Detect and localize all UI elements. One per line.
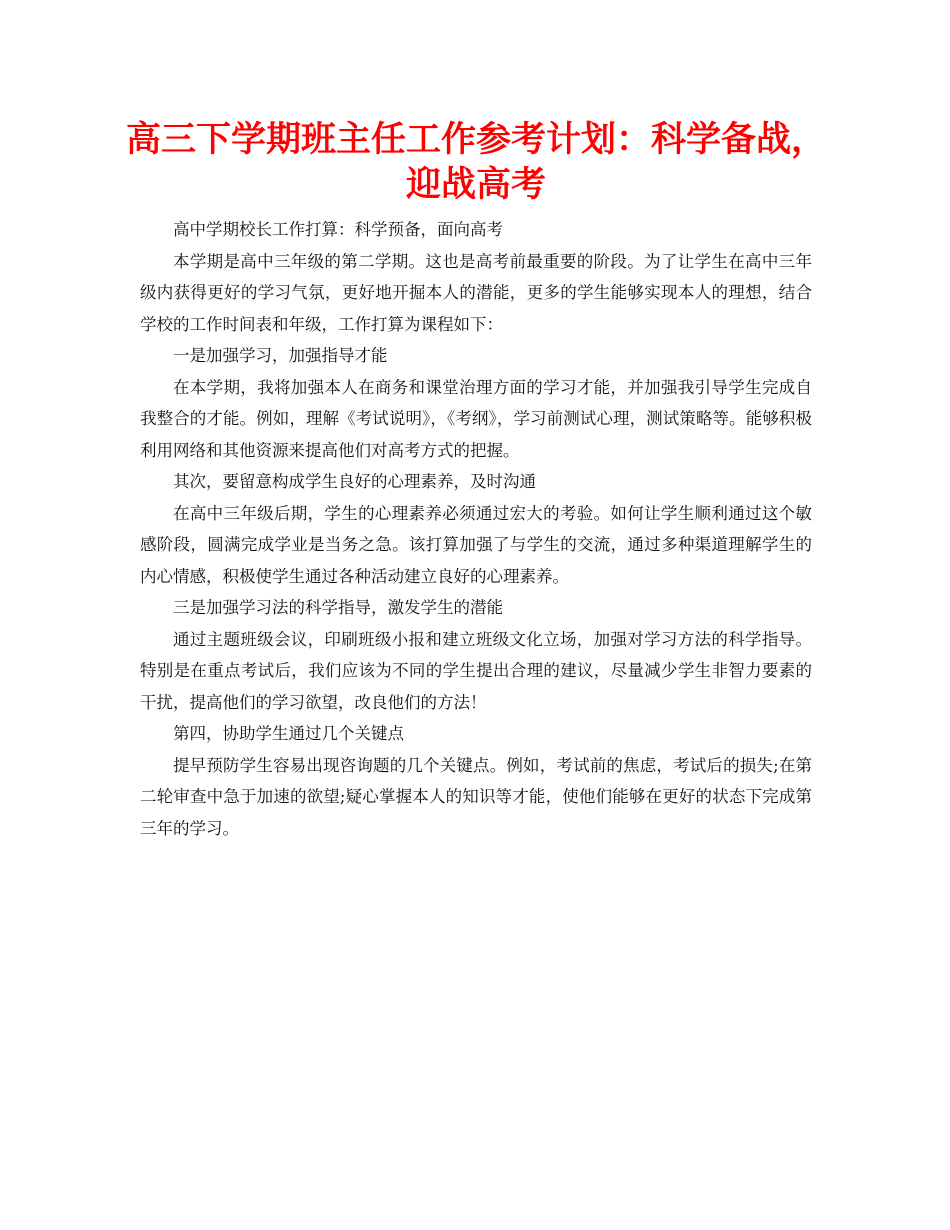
- section-heading-3: 三是加强学习法的科学指导，激发学生的潜能: [173, 598, 503, 617]
- section-body-2: 在高中三年级后期，学生的心理素养必须通过宏大的考验。如何让学生顺利通过这个敏感阶段，圆满完成学业是当务之急。该打算加强了与学生的交流，通过多种渠道理解学生的内心情感，积极使学生通过各种活动建立良好的心理素养。: [140, 503, 812, 586]
- section-body-4: 提早预防学生容易出现咨询题的几个关键点。例如，考试前的焦虑，考试后的损失;在第二轮审查中急于加速的欲望;疑心掌握本人的知识等才能，使他们能够在更好的状态下完成第三年的学习。: [140, 755, 812, 838]
- section-body-1: 在本学期，我将加强本人在商务和课堂治理方面的学习才能，并加强我引导学生完成自我整合的才能。例如，理解《考试说明》，《考纲》，学习前测试心理，测试策略等。能够积极利用网络和其他资源来提高他们对高考方式的把握。: [140, 377, 812, 460]
- subtitle-paragraph: 高中学期校长工作打算：科学预备，面向高考: [173, 220, 503, 239]
- document-page: [125, 118, 826, 844]
- section-heading-1: 一是加强学习，加强指导才能: [173, 346, 388, 365]
- intro-paragraph: 本学期是高中三年级的第二学期。这也是高考前最重要的阶段。为了让学生在高中三年级内获得更好的学习气氛，更好地开掘本人的潜能，更多的学生能够实现本人的理想，结合学校的工作时间表和年级，工作打算为课程如下：: [140, 251, 812, 334]
- document-title: 高三下学期班主任工作参考计划：科学备战，迎战高考: [125, 120, 826, 205]
- section-body-3: 通过主题班级会议，印刷班级小报和建立班级文化立场，加强对学习方法的科学指导。特别是在重点考试后，我们应该为不同的学生提出合理的建议，尽量减少学生非智力要素的干扰，提高他们的学习欲望，改良他们的方法！: [140, 629, 812, 712]
- section-heading-2: 其次，要留意构成学生良好的心理素养，及时沟通: [173, 472, 536, 491]
- section-heading-4: 第四，协助学生通过几个关键点: [173, 724, 404, 743]
